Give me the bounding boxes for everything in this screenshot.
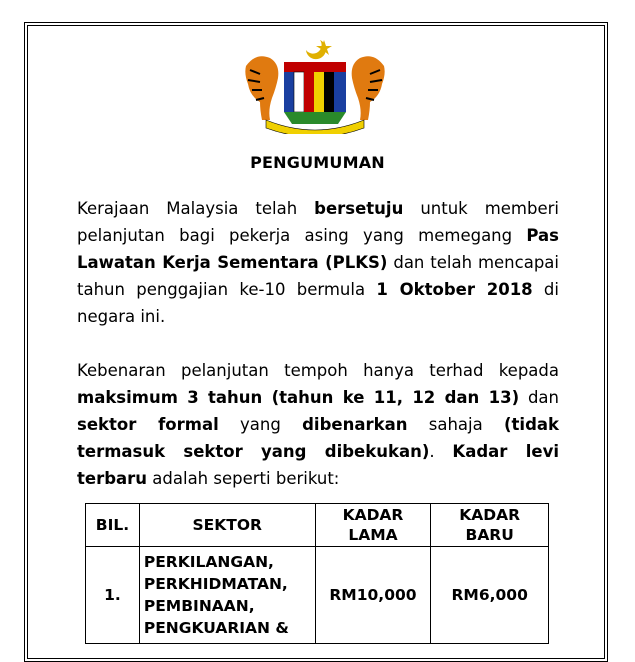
row-kadar-baru: RM6,000 bbox=[431, 547, 549, 644]
header-sektor: SEKTOR bbox=[139, 504, 315, 547]
sektor-line: PEMBINAAN, bbox=[143, 597, 255, 615]
header-kadar-lama: KADAR LAMA bbox=[315, 504, 431, 547]
announcement-title: PENGUMUMAN bbox=[250, 153, 385, 172]
malaysia-coat-of-arms-icon bbox=[236, 36, 394, 134]
levy-rate-table bbox=[85, 503, 549, 644]
table-header-row bbox=[86, 504, 549, 547]
sektor-line: PERKHIDMATAN, bbox=[143, 575, 288, 593]
row-sektor bbox=[139, 547, 315, 644]
paragraph-extension-approval: Kerajaan Malaysia telah bersetuju untuk memberi pelanjutan bagi pekerja asing yang memegang Pas Lawatan Kerja Sementara (PLKS) dan telah mencapai tahun penggajian ke-10 bermula 1 Oktober 2018 di negara ini. bbox=[77, 199, 559, 326]
header-kadar-baru: KADAR BARU bbox=[431, 504, 549, 547]
row-kadar-lama: RM10,000 bbox=[315, 547, 431, 644]
header-bil: BIL. bbox=[86, 504, 140, 547]
table-row bbox=[86, 547, 549, 644]
paragraph-extension-terms: Kebenaran pelanjutan tempoh hanya terhad kepada maksimum 3 tahun (tahun ke 11, 12 dan 13) dan sektor formal yang dibenarkan sahaja (tidak termasuk sektor yang dibekukan). Kadar levi terbaru adalah seperti berikut: bbox=[77, 361, 560, 488]
sektor-line: PERKILANGAN, bbox=[143, 553, 274, 571]
sektor-line: PENGKUARIAN & bbox=[143, 619, 289, 637]
row-bil: 1. bbox=[86, 547, 140, 644]
